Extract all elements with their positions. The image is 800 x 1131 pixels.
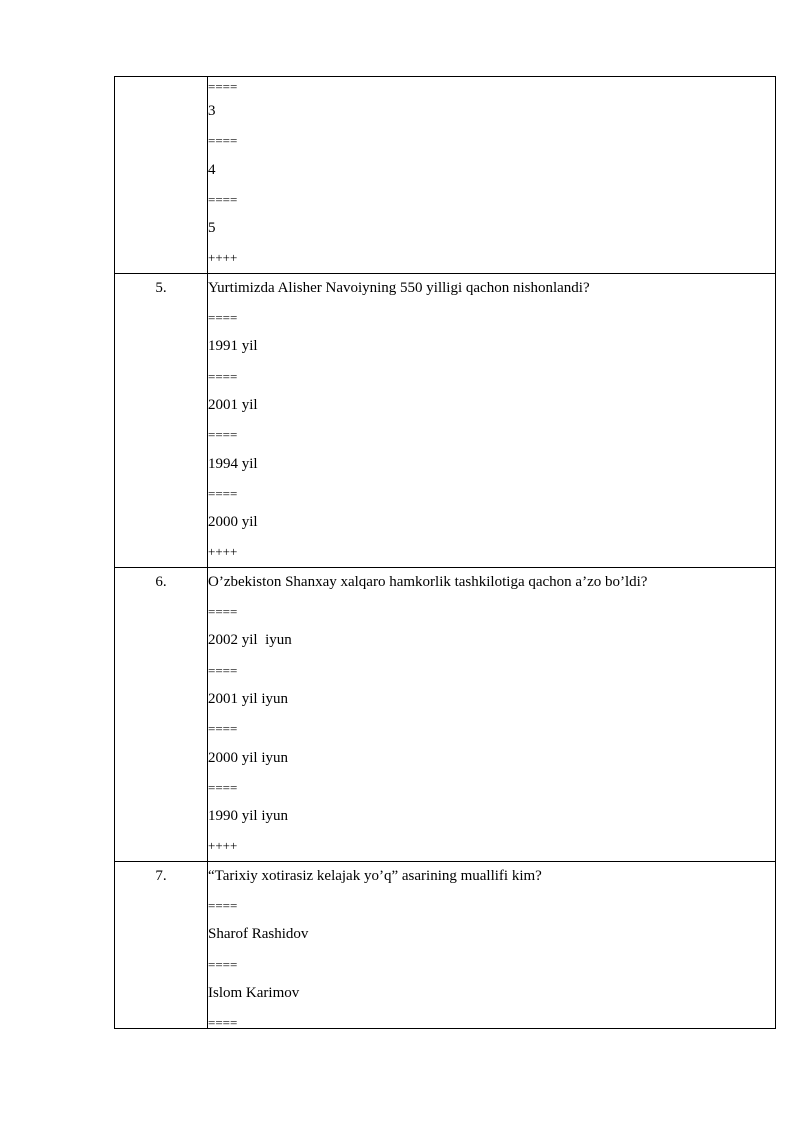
end-marker: ++++ — [208, 838, 238, 854]
answer-option: 2000 yil — [208, 514, 258, 531]
table-row — [115, 861, 776, 1028]
separator-line: ==== — [208, 604, 238, 620]
question-text: O’zbekiston Shanxay xalqaro hamkorlik tashkilotiga qachon a’zo bo’ldi? — [208, 573, 648, 590]
question-content-cell — [208, 77, 776, 274]
separator-line: ==== — [208, 1015, 238, 1029]
answer-option: 3 — [208, 103, 216, 119]
separator-line: ==== — [208, 485, 238, 501]
question-number: 6. — [115, 567, 208, 861]
answer-option: 2001 yil — [208, 396, 258, 413]
separator-line: ==== — [208, 898, 238, 914]
answer-option: Sharof Rashidov — [208, 926, 309, 943]
question-text: Yurtimizda Alisher Navoiyning 550 yilligi qachon nishonlandi? — [208, 279, 590, 296]
question-content-cell — [208, 567, 776, 861]
table-row — [115, 567, 776, 861]
answer-option: 2002 yil iyun — [208, 632, 292, 649]
answer-option: 4 — [208, 161, 216, 178]
answer-option: 2000 yil iyun — [208, 749, 289, 766]
answer-option: 2001 yil iyun — [208, 690, 289, 707]
separator-line: ==== — [208, 191, 238, 207]
question-number-cell — [115, 77, 208, 274]
separator-line: ==== — [208, 368, 238, 384]
answer-option: 1994 yil — [208, 455, 258, 472]
separator-line: ==== — [208, 721, 238, 737]
question-number: 5. — [115, 273, 208, 567]
question-content-cell — [208, 273, 776, 567]
separator-line: ==== — [208, 133, 238, 149]
end-marker: ++++ — [208, 544, 238, 560]
table-row — [115, 77, 776, 274]
separator-line: ==== — [208, 956, 238, 972]
separator-line: ==== — [208, 662, 238, 678]
separator-line: ==== — [208, 310, 238, 326]
question-number: 7. — [115, 861, 208, 1028]
answer-option: Islom Karimov — [208, 984, 300, 1001]
separator-line: ==== — [208, 427, 238, 443]
separator-line: ==== — [208, 79, 238, 94]
table-row — [115, 273, 776, 567]
end-marker: ++++ — [208, 250, 238, 266]
questions-table — [114, 76, 776, 1029]
question-content-cell — [208, 861, 776, 1028]
question-text: “Tarixiy xotirasiz kelajak yo’q” asarining muallifi kim? — [208, 867, 542, 884]
separator-line: ==== — [208, 779, 238, 795]
answer-option: 5 — [208, 220, 216, 237]
answer-option: 1991 yil — [208, 338, 258, 355]
answer-option: 1990 yil iyun — [208, 808, 289, 825]
